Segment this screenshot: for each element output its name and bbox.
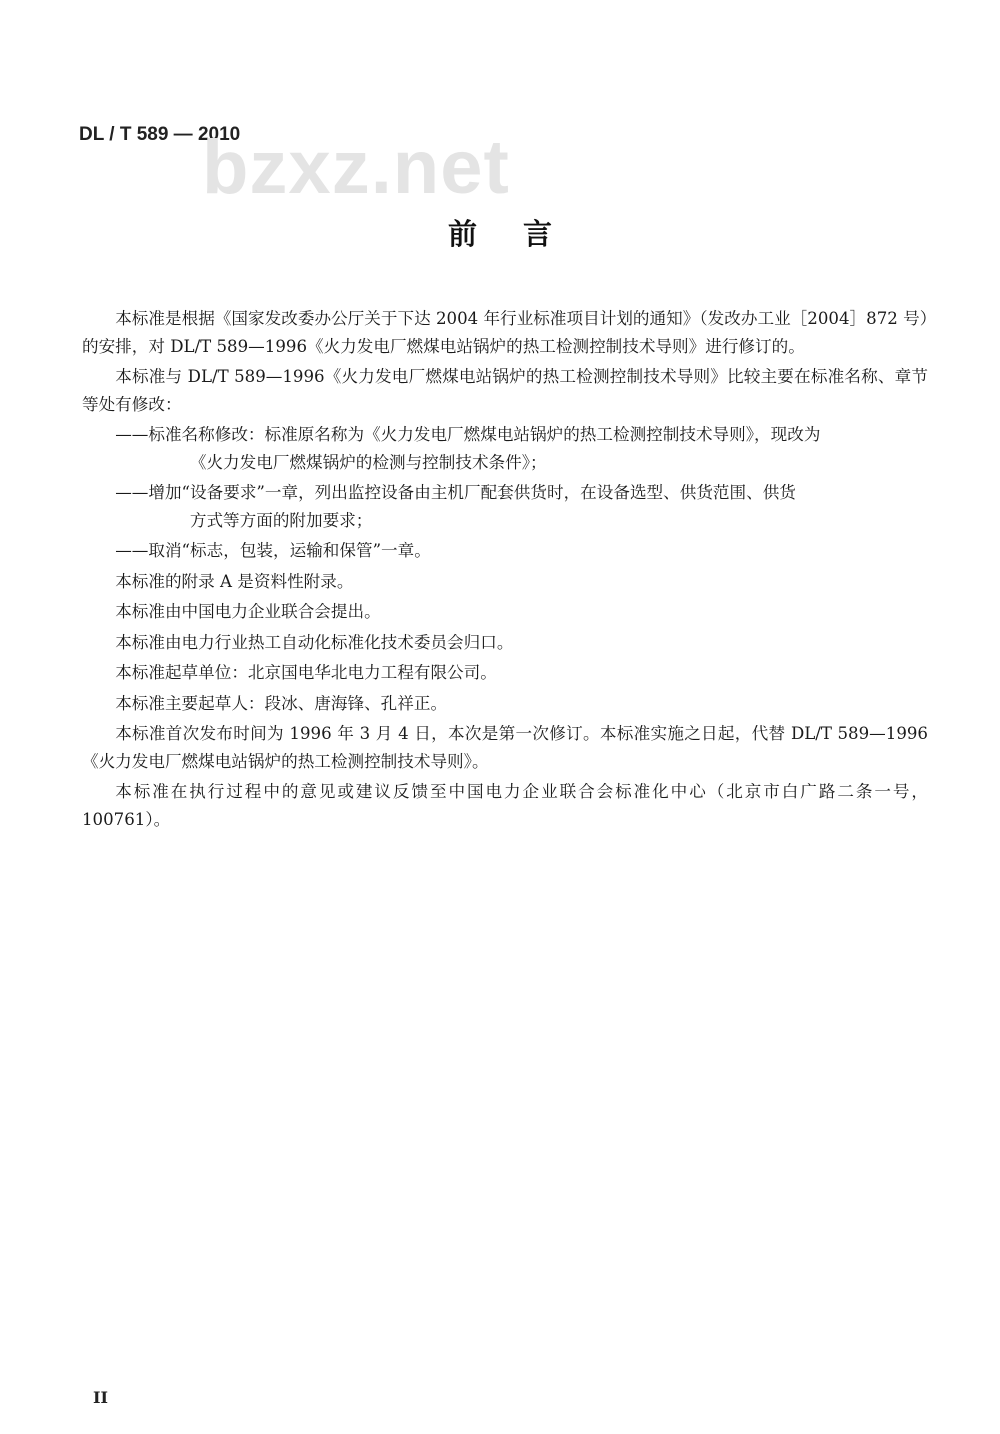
change-item-line: ——增加“设备要求”一章，列出监控设备由主机厂配套供货时，在设备选型、供货范围、供货 [115, 483, 796, 502]
note-history: 本标准首次发布时间为 1996 年 3 月 4 日，本次是第一次修订。本标准实施之日起，代替 DL/T 589—1996《火力发电厂燃煤电站锅炉的热工检测控制技术导则》。 [82, 724, 928, 771]
paragraph-comparison: 本标准与 DL/T 589—1996《火力发电厂燃煤电站锅炉的热工检测控制技术导则》比较主要在标准名称、章节等处有修改： [82, 367, 928, 414]
standard-code-header: DL / T 589 — 2010 [79, 124, 241, 145]
watermark: bzxz.net [202, 125, 510, 210]
note-drafting-unit: 本标准起草单位：北京国电华北电力工程有限公司。 [115, 663, 497, 682]
note-drafters: 本标准主要起草人：段冰、唐海锋、孔祥正。 [115, 693, 448, 713]
note-proposer: 本标准由中国电力企业联合会提出。 [115, 602, 381, 621]
page-title: 前言 [447, 217, 598, 251]
change-item-continuation: 方式等方面的附加要求； [189, 510, 373, 530]
change-item-line: ——取消“标志，包装，运输和保管”一章。 [115, 541, 431, 560]
document-body [82, 305, 928, 836]
note-feedback: 本标准在执行过程中的意见或建议反馈至中国电力企业联合会标准化中心（北京市白广路二条一号，100761）。 [82, 782, 928, 829]
change-item-removed [82, 537, 928, 565]
page-number: II [93, 1388, 108, 1407]
paragraph-purpose: 本标准是根据《国家发改委办公厅关于下达 2004 年行业标准项目计划的通知》（发改办工业［2004］872 号）的安排，对 DL/T 589—1996《火力发电厂燃煤电站锅炉的热工检测控制技术导则》进行修订的。 [82, 309, 928, 356]
change-item-line: ——标准名称修改：标准原名称为《火力发电厂燃煤电站锅炉的热工检测控制技术导则》，现改为 [115, 425, 821, 444]
change-item-equipment [82, 479, 928, 534]
note-committee: 本标准由电力行业热工自动化标准化技术委员会归口。 [115, 632, 514, 652]
change-item-name [82, 421, 928, 476]
change-item-continuation: 《火力发电厂燃煤锅炉的检测与控制技术条件》； [189, 452, 547, 472]
note-appendix: 本标准的附录 A 是资料性附录。 [115, 571, 354, 591]
